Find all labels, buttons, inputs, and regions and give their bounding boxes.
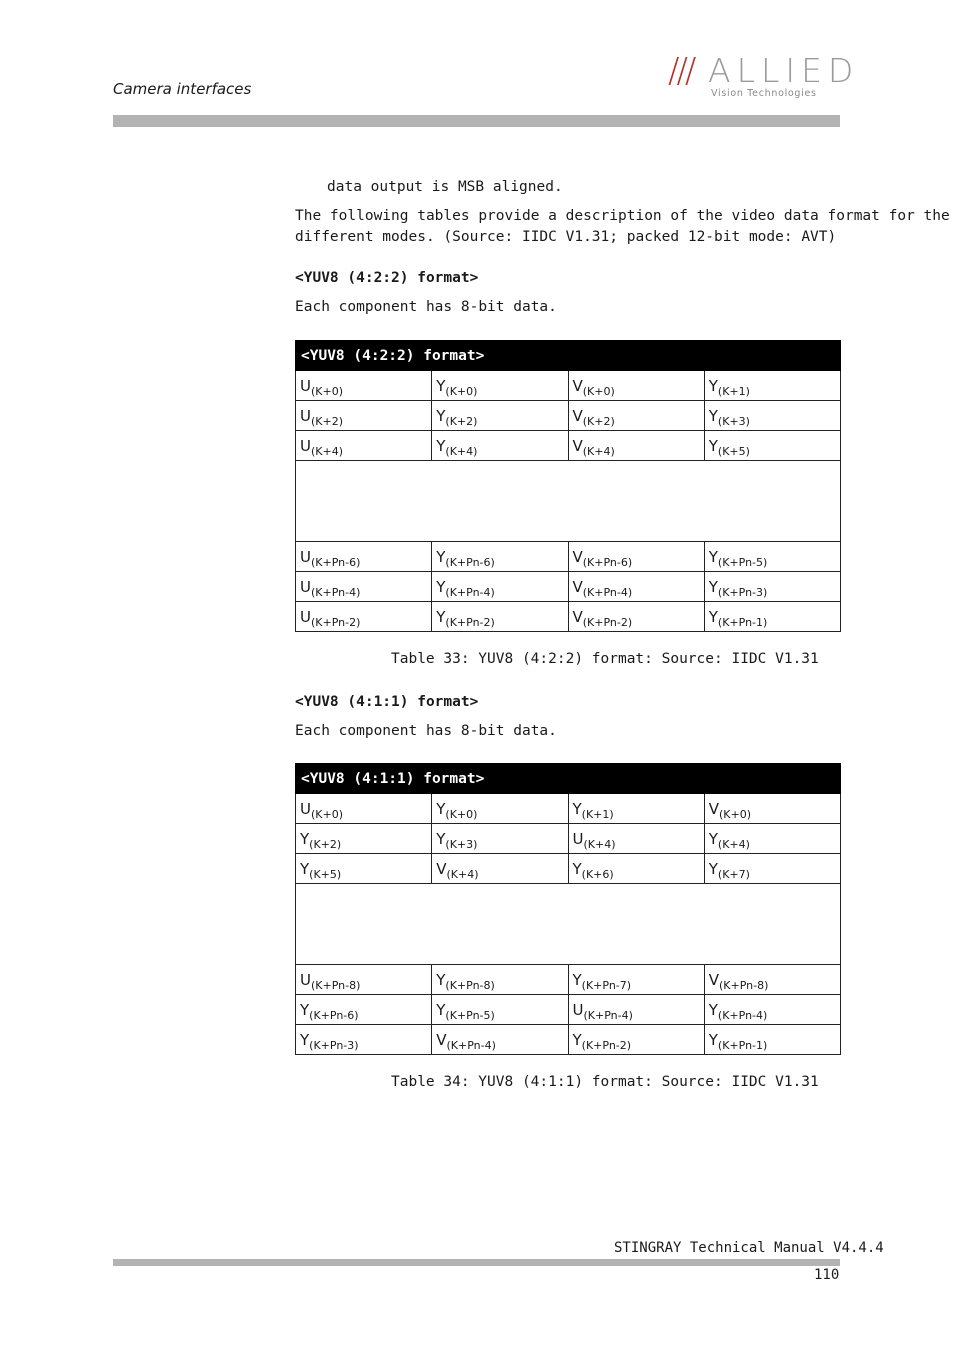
table-cell: [704, 401, 840, 431]
table-cell: [704, 602, 840, 632]
table-cell: [704, 794, 840, 824]
component-index: (K+Pn-4): [310, 585, 361, 599]
component-letter: Y: [436, 547, 446, 566]
table-cell: [296, 965, 432, 995]
component-index: (K+4): [717, 837, 750, 851]
table-cell: [296, 401, 432, 431]
component-index: (K+4): [310, 444, 343, 458]
component-letter: Y: [708, 376, 718, 395]
table-cell: [568, 602, 704, 632]
intro-paragraph-line-1: The following tables provide a description of the video data format for the: [295, 208, 950, 224]
table-caption-33: Table 33: YUV8 (4:2:2) format: Source: IIDC V1.31: [391, 651, 819, 667]
section-heading-yuv411: <YUV8 (4:1:1) format>: [295, 694, 479, 710]
component-index: (K+Pn-1): [717, 615, 768, 629]
component-letter: V: [436, 859, 447, 878]
table-row: [296, 1025, 841, 1055]
table-cell: [704, 995, 840, 1025]
table-cell: [568, 542, 704, 572]
component-index: (K+Pn-6): [445, 555, 495, 569]
table-cell: [432, 1025, 568, 1055]
table-cell: [568, 1025, 704, 1055]
component-letter: V: [572, 436, 583, 455]
table-row: [296, 794, 841, 824]
intro-paragraph-line-2: different modes. (Source: IIDC V1.31; packed 12-bit mode: AVT): [295, 229, 837, 245]
component-index: (K+2): [582, 414, 615, 428]
table-cell: [296, 572, 432, 602]
table-cell: [568, 431, 704, 461]
table-cell: [568, 854, 704, 884]
table-row: [296, 401, 841, 431]
component-index: (K+2): [445, 414, 478, 428]
component-letter: Y: [708, 607, 718, 626]
component-index: (K+4): [445, 444, 478, 458]
component-index: (K+Pn-8): [445, 978, 495, 992]
footer-manual-title: STINGRAY Technical Manual V4.4.4: [614, 1240, 884, 1256]
table-cell: [704, 1025, 840, 1055]
logo-word: ALLIED: [708, 51, 860, 90]
table-row: [296, 572, 841, 602]
component-index: (K+Pn-4): [583, 1008, 633, 1022]
table-title: <YUV8 (4:1:1) format>: [296, 764, 841, 794]
table-cell: [296, 854, 432, 884]
component-letter: U: [572, 1000, 584, 1019]
table-row: [296, 371, 841, 401]
table-cell: [432, 794, 568, 824]
table-cell: [432, 995, 568, 1025]
component-letter: Y: [572, 859, 582, 878]
component-index: (K+Pn-7): [581, 978, 632, 992]
component-index: (K+Pn-4): [446, 1038, 496, 1052]
component-index: (K+Pn-2): [581, 1038, 632, 1052]
component-index: (K+1): [581, 807, 614, 821]
yuv422-rows-top: [296, 371, 841, 461]
table-cell: [432, 602, 568, 632]
component-letter: Y: [708, 829, 718, 848]
component-index: (K+4): [583, 837, 616, 851]
header-rule: [113, 115, 840, 127]
table-cell: [704, 572, 840, 602]
component-index: (K+0): [445, 807, 478, 821]
component-letter: V: [572, 406, 583, 425]
table-row: [296, 542, 841, 572]
table-caption-34: Table 34: YUV8 (4:1:1) format: Source: IIDC V1.31: [391, 1074, 819, 1090]
component-index: (K+7): [717, 867, 750, 881]
component-index: (K+4): [446, 867, 479, 881]
component-letter: U: [300, 577, 311, 596]
component-letter: U: [300, 607, 311, 626]
component-index: (K+Pn-4): [445, 585, 495, 599]
component-index: (K+Pn-5): [445, 1008, 495, 1022]
component-index: (K+2): [310, 414, 343, 428]
component-index: (K+Pn-1): [717, 1038, 768, 1052]
table-gap-row: [296, 461, 841, 542]
component-index: (K+Pn-2): [310, 615, 361, 629]
section-description-yuv422: Each component has 8-bit data.: [295, 299, 557, 315]
component-letter: Y: [436, 1000, 446, 1019]
component-index: (K+0): [310, 384, 343, 398]
component-index: (K+Pn-6): [310, 555, 361, 569]
component-letter: Y: [708, 547, 718, 566]
footer-rule: [113, 1259, 840, 1266]
component-letter: Y: [300, 829, 310, 848]
table-cell: [704, 965, 840, 995]
component-letter: V: [708, 799, 720, 818]
table-cell: [432, 401, 568, 431]
component-letter: U: [572, 829, 584, 848]
component-index: (K+0): [582, 384, 615, 398]
component-index: (K+3): [717, 414, 750, 428]
component-index: (K+Pn-4): [717, 1008, 768, 1022]
table-cell: [704, 431, 840, 461]
table-cell: [296, 371, 432, 401]
yuv422-table: [295, 340, 841, 632]
component-letter: U: [300, 799, 311, 818]
component-letter: Y: [300, 859, 310, 878]
component-letter: U: [300, 970, 311, 989]
component-letter: Y: [708, 577, 718, 596]
component-index: (K+3): [445, 837, 478, 851]
component-index: (K+Pn-6): [582, 555, 633, 569]
component-index: (K+Pn-5): [717, 555, 768, 569]
table-cell: [568, 572, 704, 602]
table-cell: [568, 995, 704, 1025]
table-row: [296, 965, 841, 995]
component-letter: V: [572, 547, 583, 566]
component-index: (K+Pn-3): [717, 585, 768, 599]
table-cell: [704, 542, 840, 572]
table-cell: [432, 824, 568, 854]
component-letter: Y: [572, 1030, 582, 1049]
section-heading-yuv422: <YUV8 (4:2:2) format>: [295, 270, 479, 286]
table-cell: [432, 572, 568, 602]
component-letter: U: [300, 406, 311, 425]
table-cell: [568, 824, 704, 854]
yuv411-rows-bottom: [296, 965, 841, 1055]
table-cell: [432, 965, 568, 995]
component-letter: Y: [436, 406, 446, 425]
table-cell: [296, 1025, 432, 1055]
component-letter: U: [300, 547, 311, 566]
component-index: (K+Pn-4): [582, 585, 633, 599]
section-title: Camera interfaces: [113, 80, 252, 98]
table-cell: [296, 824, 432, 854]
logo-subtitle: Vision Technologies: [711, 88, 817, 99]
page-number: 110: [814, 1267, 840, 1283]
table-cell: [432, 854, 568, 884]
component-letter: Y: [572, 799, 582, 818]
yuv411-table: [295, 763, 841, 1055]
section-description-yuv411: Each component has 8-bit data.: [295, 723, 557, 739]
table-cell: [704, 824, 840, 854]
table-cell: [296, 431, 432, 461]
logo-slashes: ///: [668, 51, 694, 91]
table-gap-row: [296, 884, 841, 965]
table-title: <YUV8 (4:2:2) format>: [296, 341, 841, 371]
component-letter: Y: [436, 376, 446, 395]
component-letter: Y: [436, 436, 446, 455]
table-cell: [568, 794, 704, 824]
intro-line: data output is MSB aligned.: [327, 179, 563, 195]
component-letter: V: [708, 970, 720, 989]
component-letter: U: [300, 376, 311, 395]
table-row: [296, 824, 841, 854]
component-index: (K+5): [717, 444, 750, 458]
component-index: (K+Pn-2): [445, 615, 495, 629]
component-letter: U: [300, 436, 311, 455]
table-cell: [296, 542, 432, 572]
yuv411-rows-top: [296, 794, 841, 884]
component-letter: Y: [300, 1030, 310, 1049]
component-letter: Y: [436, 799, 446, 818]
component-letter: Y: [436, 829, 446, 848]
component-index: (K+Pn-2): [582, 615, 633, 629]
component-index: (K+2): [309, 837, 342, 851]
component-letter: V: [572, 376, 583, 395]
component-letter: Y: [572, 970, 582, 989]
component-letter: Y: [708, 406, 718, 425]
component-index: (K+6): [581, 867, 614, 881]
table-cell: [568, 401, 704, 431]
table-row: [296, 995, 841, 1025]
table-cell: [704, 854, 840, 884]
component-index: (K+0): [719, 807, 752, 821]
table-cell: [704, 371, 840, 401]
table-cell: [432, 371, 568, 401]
table-cell: [432, 431, 568, 461]
table-row: [296, 854, 841, 884]
component-index: (K+Pn-6): [309, 1008, 359, 1022]
component-letter: Y: [436, 970, 446, 989]
component-letter: Y: [436, 607, 446, 626]
table-cell: [568, 965, 704, 995]
table-cell: [296, 602, 432, 632]
table-row: [296, 431, 841, 461]
component-letter: Y: [708, 436, 718, 455]
component-letter: V: [572, 607, 583, 626]
table-cell: [296, 794, 432, 824]
component-index: (K+Pn-8): [719, 978, 769, 992]
table-cell: [296, 995, 432, 1025]
component-letter: Y: [708, 1000, 718, 1019]
component-letter: Y: [436, 577, 446, 596]
component-letter: V: [436, 1030, 447, 1049]
component-index: (K+0): [445, 384, 478, 398]
component-letter: Y: [708, 1030, 718, 1049]
component-index: (K+0): [310, 807, 343, 821]
component-letter: Y: [300, 1000, 310, 1019]
component-index: (K+5): [309, 867, 342, 881]
component-letter: Y: [708, 859, 718, 878]
allied-logo: [668, 51, 860, 102]
table-cell: [568, 371, 704, 401]
component-index: (K+1): [717, 384, 750, 398]
yuv422-rows-bottom: [296, 542, 841, 632]
table-cell: [432, 542, 568, 572]
component-index: (K+4): [582, 444, 615, 458]
table-row: [296, 602, 841, 632]
component-index: (K+Pn-3): [309, 1038, 359, 1052]
component-index: (K+Pn-8): [310, 978, 361, 992]
component-letter: V: [572, 577, 583, 596]
